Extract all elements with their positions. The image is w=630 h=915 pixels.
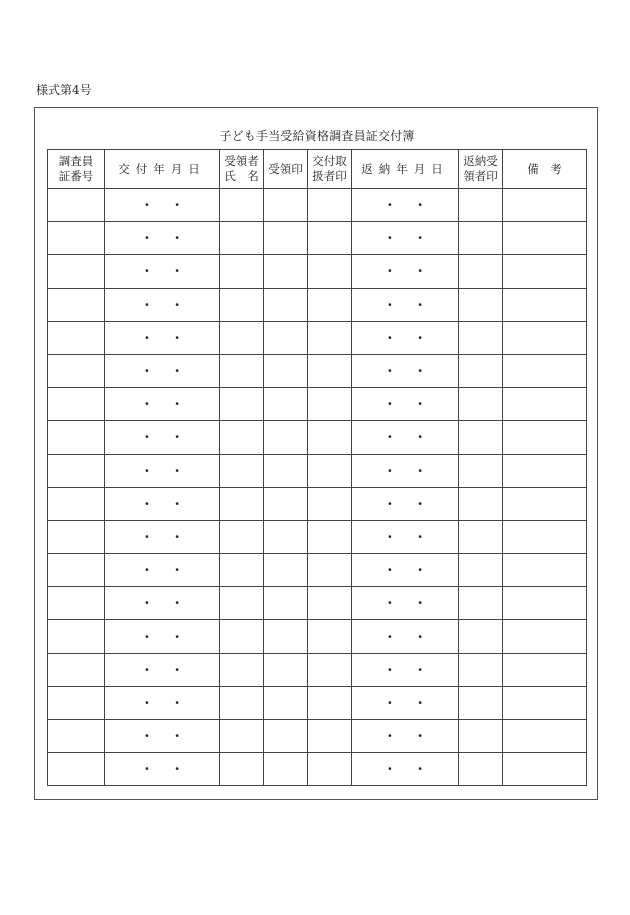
table-row (48, 388, 587, 421)
recipient-name-cell[interactable] (220, 520, 264, 553)
return-receiver-seal-cell[interactable] (459, 321, 503, 354)
date-separator: ・ ・ (383, 762, 427, 777)
recipient-seal-cell[interactable] (264, 388, 308, 421)
date-separator: ・ ・ (140, 496, 184, 511)
date-separator: ・ ・ (383, 364, 427, 379)
register-table (47, 149, 587, 786)
table-row (48, 653, 587, 686)
return-receiver-seal-cell[interactable] (459, 554, 503, 587)
recipient-name-cell[interactable] (220, 189, 264, 222)
recipient-name-cell[interactable] (220, 554, 264, 587)
date-separator: ・ ・ (140, 463, 184, 478)
recipient-name-cell[interactable] (220, 587, 264, 620)
remarks-cell[interactable] (503, 321, 587, 354)
return-date-cell[interactable] (352, 421, 459, 454)
header-cert-no: 調査員 証番号 (48, 150, 105, 189)
recipient-name-cell[interactable] (220, 255, 264, 288)
recipient-name-cell[interactable] (220, 388, 264, 421)
issuer-seal-cell[interactable] (308, 753, 352, 786)
return-date-cell[interactable] (352, 222, 459, 255)
date-separator: ・ ・ (140, 297, 184, 312)
recipient-seal-cell[interactable] (264, 288, 308, 321)
recipient-seal-cell[interactable] (264, 686, 308, 719)
recipient-seal-cell[interactable] (264, 454, 308, 487)
return-date-cell[interactable] (352, 554, 459, 587)
issuer-seal-cell[interactable] (308, 554, 352, 587)
date-separator: ・ ・ (140, 662, 184, 677)
issuer-seal-cell[interactable] (308, 454, 352, 487)
remarks-cell[interactable] (503, 620, 587, 653)
table-row (48, 753, 587, 786)
recipient-name-cell[interactable] (220, 421, 264, 454)
recipient-seal-cell[interactable] (264, 255, 308, 288)
date-separator: ・ ・ (140, 330, 184, 345)
remarks-cell[interactable] (503, 487, 587, 520)
cert-no-cell[interactable] (48, 753, 105, 786)
cert-no-cell[interactable] (48, 421, 105, 454)
return-date-cell[interactable] (352, 686, 459, 719)
cert-no-cell[interactable] (48, 554, 105, 587)
table-row (48, 189, 587, 222)
date-separator: ・ ・ (140, 397, 184, 412)
date-separator: ・ ・ (140, 729, 184, 744)
recipient-name-cell[interactable] (220, 487, 264, 520)
register-body (48, 189, 587, 786)
issue-date-cell[interactable] (105, 653, 220, 686)
recipient-name-cell[interactable] (220, 686, 264, 719)
date-separator: ・ ・ (140, 695, 184, 710)
remarks-cell[interactable] (503, 653, 587, 686)
date-separator: ・ ・ (140, 430, 184, 445)
register-title: 子ども手当受給資格調査員証交付簿 (219, 129, 415, 143)
issuer-seal-cell[interactable] (308, 288, 352, 321)
header-return-receiver-seal: 返納受 領者印 (459, 150, 503, 189)
issue-date-cell[interactable] (105, 255, 220, 288)
date-separator: ・ ・ (383, 695, 427, 710)
header-recipient-name: 受領者 氏 名 (220, 150, 264, 189)
issuer-seal-cell[interactable] (308, 388, 352, 421)
return-receiver-seal-cell[interactable] (459, 587, 503, 620)
recipient-seal-cell[interactable] (264, 720, 308, 753)
recipient-seal-cell[interactable] (264, 222, 308, 255)
cert-no-cell[interactable] (48, 388, 105, 421)
issue-date-cell[interactable] (105, 388, 220, 421)
date-separator: ・ ・ (383, 231, 427, 246)
date-separator: ・ ・ (383, 563, 427, 578)
remarks-cell[interactable] (503, 587, 587, 620)
date-separator: ・ ・ (140, 198, 184, 213)
remarks-cell[interactable] (503, 222, 587, 255)
cert-no-cell[interactable] (48, 587, 105, 620)
issuer-seal-cell[interactable] (308, 686, 352, 719)
date-separator: ・ ・ (383, 596, 427, 611)
recipient-seal-cell[interactable] (264, 653, 308, 686)
date-separator: ・ ・ (383, 430, 427, 445)
issue-date-cell[interactable] (105, 189, 220, 222)
table-row (48, 288, 587, 321)
issue-date-cell[interactable] (105, 587, 220, 620)
return-receiver-seal-cell[interactable] (459, 620, 503, 653)
return-date-cell[interactable] (352, 354, 459, 387)
remarks-cell[interactable] (503, 421, 587, 454)
return-date-cell[interactable] (352, 487, 459, 520)
date-separator: ・ ・ (140, 563, 184, 578)
return-receiver-seal-cell[interactable] (459, 354, 503, 387)
recipient-seal-cell[interactable] (264, 554, 308, 587)
return-date-cell[interactable] (352, 720, 459, 753)
issue-date-cell[interactable] (105, 454, 220, 487)
date-separator: ・ ・ (383, 629, 427, 644)
cert-no-cell[interactable] (48, 288, 105, 321)
remarks-cell[interactable] (503, 354, 587, 387)
date-separator: ・ ・ (383, 198, 427, 213)
issue-date-cell[interactable] (105, 288, 220, 321)
return-date-cell[interactable] (352, 587, 459, 620)
cert-no-cell[interactable] (48, 653, 105, 686)
return-receiver-seal-cell[interactable] (459, 388, 503, 421)
issuer-seal-cell[interactable] (308, 321, 352, 354)
date-separator: ・ ・ (383, 264, 427, 279)
cert-no-cell[interactable] (48, 454, 105, 487)
return-date-cell[interactable] (352, 520, 459, 553)
return-date-cell[interactable] (352, 753, 459, 786)
issue-date-cell[interactable] (105, 421, 220, 454)
issue-date-cell[interactable] (105, 753, 220, 786)
recipient-seal-cell[interactable] (264, 520, 308, 553)
issue-date-cell[interactable] (105, 686, 220, 719)
return-date-cell[interactable] (352, 620, 459, 653)
issue-date-cell[interactable] (105, 321, 220, 354)
date-separator: ・ ・ (383, 330, 427, 345)
recipient-seal-cell[interactable] (264, 620, 308, 653)
cert-no-cell[interactable] (48, 686, 105, 719)
recipient-seal-cell[interactable] (264, 189, 308, 222)
return-receiver-seal-cell[interactable] (459, 454, 503, 487)
date-separator: ・ ・ (383, 496, 427, 511)
issuer-seal-cell[interactable] (308, 189, 352, 222)
issuer-seal-cell[interactable] (308, 653, 352, 686)
return-receiver-seal-cell[interactable] (459, 753, 503, 786)
return-date-cell[interactable] (352, 454, 459, 487)
return-receiver-seal-cell[interactable] (459, 520, 503, 553)
recipient-seal-cell[interactable] (264, 753, 308, 786)
remarks-cell[interactable] (503, 454, 587, 487)
recipient-name-cell[interactable] (220, 653, 264, 686)
date-separator: ・ ・ (383, 397, 427, 412)
remarks-cell[interactable] (503, 720, 587, 753)
table-row (48, 454, 587, 487)
issue-date-cell[interactable] (105, 720, 220, 753)
table-row (48, 255, 587, 288)
cert-no-cell[interactable] (48, 189, 105, 222)
cert-no-cell[interactable] (48, 487, 105, 520)
table-row (48, 487, 587, 520)
issue-date-cell[interactable] (105, 354, 220, 387)
date-separator: ・ ・ (140, 629, 184, 644)
issuer-seal-cell[interactable] (308, 255, 352, 288)
recipient-name-cell[interactable] (220, 354, 264, 387)
return-receiver-seal-cell[interactable] (459, 189, 503, 222)
remarks-cell[interactable] (503, 686, 587, 719)
issue-date-cell[interactable] (105, 222, 220, 255)
date-separator: ・ ・ (383, 529, 427, 544)
return-date-cell[interactable] (352, 189, 459, 222)
return-date-cell[interactable] (352, 388, 459, 421)
cert-no-cell[interactable] (48, 720, 105, 753)
table-row (48, 354, 587, 387)
recipient-name-cell[interactable] (220, 222, 264, 255)
recipient-name-cell[interactable] (220, 720, 264, 753)
date-separator: ・ ・ (383, 729, 427, 744)
issuer-seal-cell[interactable] (308, 421, 352, 454)
table-row (48, 321, 587, 354)
table-row (48, 686, 587, 719)
issuer-seal-cell[interactable] (308, 354, 352, 387)
cert-no-cell[interactable] (48, 255, 105, 288)
return-receiver-seal-cell[interactable] (459, 421, 503, 454)
return-date-cell[interactable] (352, 321, 459, 354)
table-row (48, 222, 587, 255)
recipient-name-cell[interactable] (220, 753, 264, 786)
issue-date-cell[interactable] (105, 487, 220, 520)
issue-date-cell[interactable] (105, 554, 220, 587)
cert-no-cell[interactable] (48, 520, 105, 553)
date-separator: ・ ・ (140, 529, 184, 544)
remarks-cell[interactable] (503, 255, 587, 288)
issue-date-cell[interactable] (105, 620, 220, 653)
table-row (48, 587, 587, 620)
return-receiver-seal-cell[interactable] (459, 487, 503, 520)
recipient-name-cell[interactable] (220, 620, 264, 653)
recipient-seal-cell[interactable] (264, 421, 308, 454)
return-receiver-seal-cell[interactable] (459, 288, 503, 321)
register-frame (34, 107, 598, 800)
date-separator: ・ ・ (383, 463, 427, 478)
header-issue-date: 交付年月日 (105, 150, 220, 189)
date-separator: ・ ・ (140, 264, 184, 279)
recipient-seal-cell[interactable] (264, 487, 308, 520)
issuer-seal-cell[interactable] (308, 222, 352, 255)
issuer-seal-cell[interactable] (308, 620, 352, 653)
issuer-seal-cell[interactable] (308, 720, 352, 753)
header-row (48, 150, 587, 189)
recipient-seal-cell[interactable] (264, 587, 308, 620)
table-row (48, 554, 587, 587)
table-row (48, 421, 587, 454)
issue-date-cell[interactable] (105, 520, 220, 553)
issuer-seal-cell[interactable] (308, 520, 352, 553)
cert-no-cell[interactable] (48, 222, 105, 255)
return-receiver-seal-cell[interactable] (459, 222, 503, 255)
date-separator: ・ ・ (140, 364, 184, 379)
return-receiver-seal-cell[interactable] (459, 653, 503, 686)
header-return-date: 返納年月日 (352, 150, 459, 189)
recipient-seal-cell[interactable] (264, 354, 308, 387)
cert-no-cell[interactable] (48, 354, 105, 387)
recipient-seal-cell[interactable] (264, 321, 308, 354)
return-date-cell[interactable] (352, 288, 459, 321)
issuer-seal-cell[interactable] (308, 487, 352, 520)
date-separator: ・ ・ (383, 297, 427, 312)
date-separator: ・ ・ (383, 662, 427, 677)
remarks-cell[interactable] (503, 388, 587, 421)
cert-no-cell[interactable] (48, 321, 105, 354)
remarks-cell[interactable] (503, 288, 587, 321)
date-separator: ・ ・ (140, 231, 184, 246)
return-receiver-seal-cell[interactable] (459, 720, 503, 753)
recipient-name-cell[interactable] (220, 321, 264, 354)
table-row (48, 620, 587, 653)
remarks-cell[interactable] (503, 753, 587, 786)
return-date-cell[interactable] (352, 255, 459, 288)
remarks-cell[interactable] (503, 554, 587, 587)
remarks-cell[interactable] (503, 189, 587, 222)
return-receiver-seal-cell[interactable] (459, 686, 503, 719)
header-recipient-seal: 受領印 (264, 150, 308, 189)
table-row (48, 720, 587, 753)
recipient-name-cell[interactable] (220, 454, 264, 487)
recipient-name-cell[interactable] (220, 288, 264, 321)
return-date-cell[interactable] (352, 653, 459, 686)
issuer-seal-cell[interactable] (308, 587, 352, 620)
header-issuer-seal: 交付取 扱者印 (308, 150, 352, 189)
form-number: 様式第4号 (36, 83, 92, 97)
return-receiver-seal-cell[interactable] (459, 255, 503, 288)
table-row (48, 520, 587, 553)
date-separator: ・ ・ (140, 596, 184, 611)
cert-no-cell[interactable] (48, 620, 105, 653)
header-remarks: 備 考 (503, 150, 587, 189)
date-separator: ・ ・ (140, 762, 184, 777)
remarks-cell[interactable] (503, 520, 587, 553)
